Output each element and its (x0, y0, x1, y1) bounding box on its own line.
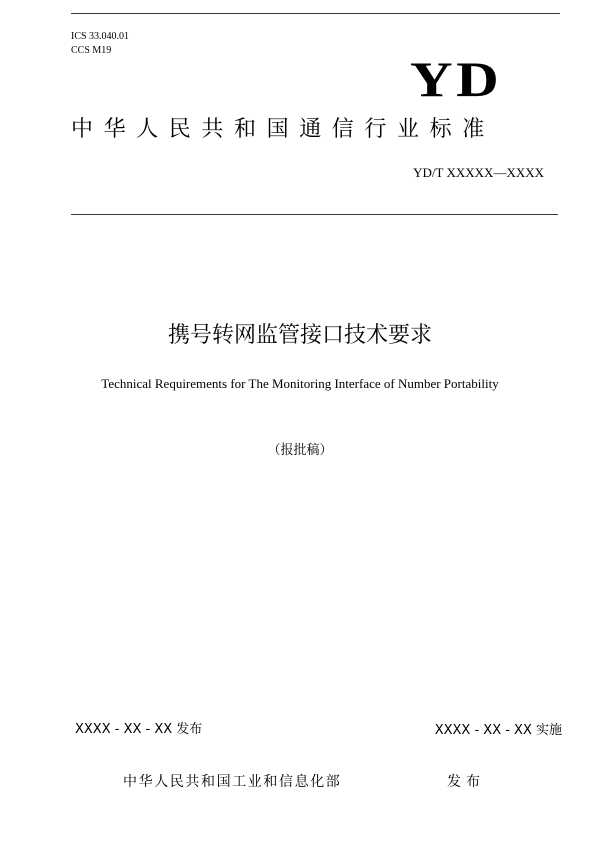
top-divider (71, 13, 560, 14)
ics-code: ICS 33.040.01 (71, 31, 130, 42)
standard-number: YD/T XXXXX—XXXX (413, 165, 544, 180)
yd-logo: YD (410, 51, 503, 107)
publish-label: 发布 (447, 774, 485, 790)
standard-category: 中华人民共和国通信行业标准 (71, 117, 495, 142)
issue-date: XXXX - XX - XX 发布 (75, 722, 203, 737)
document-english-title: Technical Requirements for The Monitoring Interface of Number Portability (101, 376, 499, 391)
classification-codes (71, 30, 129, 58)
draft-status: （报批稿） (267, 443, 333, 458)
header-divider (71, 214, 558, 215)
implementation-date: XXXX - XX - XX 实施 (434, 723, 562, 738)
publisher-name: 中华人民共和国工业和信息化部 (123, 774, 342, 790)
document-title: 携号转网监管接口技术要求 (167, 323, 432, 348)
ccs-code: CCS M19 (71, 45, 112, 56)
